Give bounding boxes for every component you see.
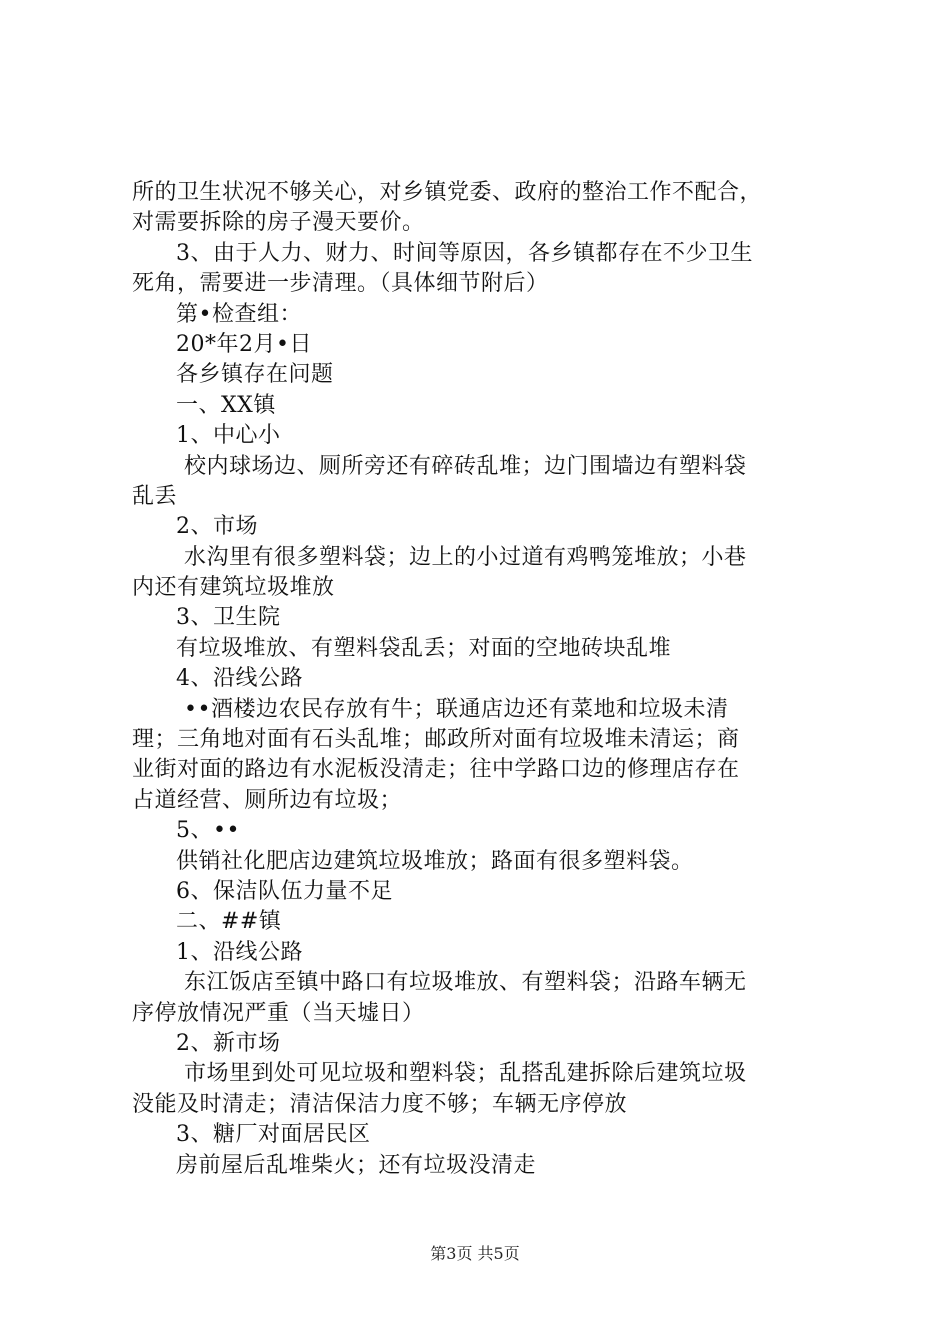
page-footer: 第3页 共5页 (430, 1244, 520, 1263)
text-line: 5、•• (176, 818, 240, 844)
text-line: 2、新市场 (176, 1030, 281, 1056)
text-line: 所的卫生状况不够关心，对乡镇党委、政府的整治工作不配合， (132, 180, 763, 205)
text-line: 一、XX镇 (176, 392, 276, 418)
text-line: 1、中心小 (176, 423, 281, 449)
text-line: 死角，需要进一步清理。（具体细节附后） (132, 271, 549, 297)
text-line: 对需要拆除的房子漫天要价。 (132, 210, 425, 236)
text-line: 房前屋后乱堆柴火；还有垃圾没清走 (176, 1152, 537, 1178)
text-line: 20*年2月•日 (176, 331, 312, 357)
text-line: 3、糖厂对面居民区 (176, 1122, 371, 1148)
text-line: 业街对面的路边有水泥板没清走；往中学路口边的修理店存在 (132, 757, 740, 783)
text-line: ••酒楼边农民存放有牛；联通店边还有菜地和垃圾未清 (184, 696, 729, 722)
text-line: 3、由于人力、财力、时间等原因，各乡镇都存在不少卫生 (176, 240, 753, 266)
text-line: 有垃圾堆放、有塑料袋乱丢；对面的空地砖块乱堆 (176, 635, 672, 661)
text-line: 校内球场边、厕所旁还有碎砖乱堆；边门围墙边有塑料袋 (184, 453, 747, 479)
text-line: 东江饭店至镇中路口有垃圾堆放、有塑料袋；沿路车辆无 (184, 970, 747, 996)
text-line: 供销社化肥店边建筑垃圾堆放；路面有很多塑料袋。 (176, 848, 694, 874)
text-line: 乱丢 (132, 483, 178, 509)
text-line: 1、沿线公路 (176, 939, 303, 965)
text-line: 理；三角地对面有石头乱堆；邮政所对面有垃圾堆未清运；商 (132, 727, 740, 753)
document-body (132, 178, 832, 1181)
text-line: 市场里到处可见垃圾和塑料袋；乱搭乱建拆除后建筑垃圾 (184, 1061, 747, 1087)
text-line: 没能及时清走；清洁保洁力度不够；车辆无序停放 (132, 1091, 628, 1117)
text-line: 各乡镇存在问题 (176, 362, 334, 388)
text-line: 占道经营、厕所边有垃圾； (132, 787, 403, 813)
text-line: 序停放情况严重（当天墟日） (132, 1000, 425, 1026)
text-line: 6、保洁队伍力量不足 (176, 878, 393, 904)
text-line: 内还有建筑垃圾堆放 (132, 575, 335, 601)
text-line: 3、卫生院 (176, 605, 281, 631)
text-line: 水沟里有很多塑料袋；边上的小过道有鸡鸭笼堆放；小巷 (184, 544, 747, 570)
text-line: 4、沿线公路 (176, 666, 303, 692)
text-line: 二、##镇 (176, 909, 282, 935)
text-line: 2、市场 (176, 514, 258, 540)
text-line: 第•检查组： (176, 301, 302, 327)
